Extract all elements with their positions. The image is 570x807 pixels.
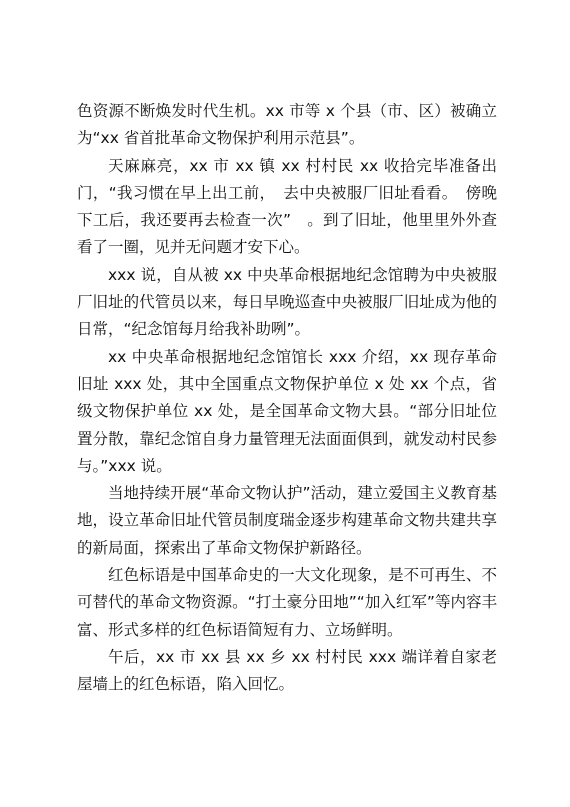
paragraph: 午后，xx 市 xx 县 xx 乡 xx 村村民 xxx 端详着自家老屋墙上的红色标语，陷入回忆。 (77, 647, 497, 694)
document-body (77, 98, 497, 699)
paragraph: 当地持续开展“革命文物认护”活动，建立爱国主义教育基地，设立革命旧址代管员制度瑞金逐步构建革命文物共建共享的新局面，探索出了革命文物保护新路径。 (77, 484, 497, 557)
paragraph: 天麻麻亮，xx 市 xx 镇 xx 村村民 xx 收拾完毕准备出门，“我习惯在早上出工前， 去中央被服厂旧址看看。 傍晚下工后，我还要再去检查一次” 。到了旧址，他里里外外查看了一圈，见并无问题才安下心。 (77, 156, 497, 257)
paragraph: 红色标语是中国革命史的一大文化现象，是不可再生、不可替代的革命文物资源。“打土豪分田地”“加入红军”等内容丰富、形式多样的红色标语简短有力、立场鲜明。 (77, 566, 497, 639)
paragraph: xx 中央革命根据地纪念馆馆长 xxx 介绍，xx 现存革命旧址 xxx 处，其中全国重点文物保护单位 x 处 xx 个点，省级文物保护单位 xx 处，是全国革命文物大县。“部分旧址位置分散，靠纪念馆自身力量管理无法面面俱到，就发动村民参与。”xxx 说。 (77, 347, 497, 475)
paragraph-continuation: 色资源不断焕发时代生机。xx 市等 x 个县（市、区）被确立为“xx 省首批革命文物保护利用示范县”。 (77, 102, 497, 148)
paragraph: xxx 说，自从被 xx 中央革命根据地纪念馆聘为中央被服厂旧址的代管员以来，每日早晚巡查中央被服厂旧址成为他的日常，“纪念馆每月给我补助咧”。 (77, 265, 497, 339)
